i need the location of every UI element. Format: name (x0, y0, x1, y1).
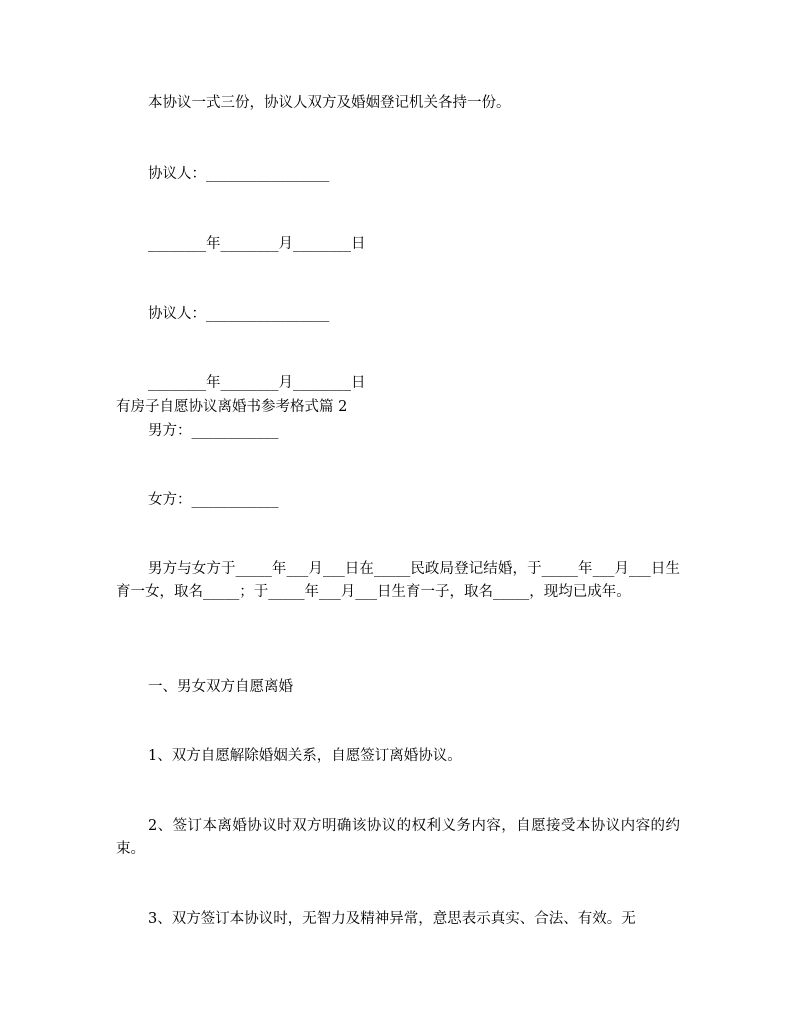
clause-2: 2、签订本离婚协议时双方明确该协议的权利义务内容，自愿接受本协议内容的约束。 (116, 818, 680, 857)
female-party-line: 女方：____________ (148, 492, 279, 508)
signer-a-line: 协议人：_________________ (148, 166, 330, 182)
date-a-line: ________年________月________日 (148, 236, 366, 252)
clause-3: 3、双方签订本协议时，无智力及精神异常，意思表示真实、合法、有效。无 (148, 911, 636, 927)
male-party-line: 男方：____________ (148, 423, 279, 439)
section-title: 有房子自愿协议离婚书参考格式篇 2 (116, 399, 348, 415)
clause-1: 1、双方自愿解除婚姻关系，自愿签订离婚协议。 (148, 748, 462, 764)
date-b-line: ________年________月________日 (148, 375, 366, 391)
marriage-paragraph: 男方与女方于_____年___月___日在_____民政局登记结婚，于_____年___月___日生育一女，取名_____；于_____年___月___日生育一子，取名_____，现均已成年。 (116, 561, 680, 600)
copies-paragraph: 本协议一式三份，协议人双方及婚姻登记机关各持一份。 (148, 95, 511, 111)
signer-b-line: 协议人：_________________ (148, 306, 330, 322)
clause-heading: 一、男女双方自愿离婚 (148, 679, 293, 695)
